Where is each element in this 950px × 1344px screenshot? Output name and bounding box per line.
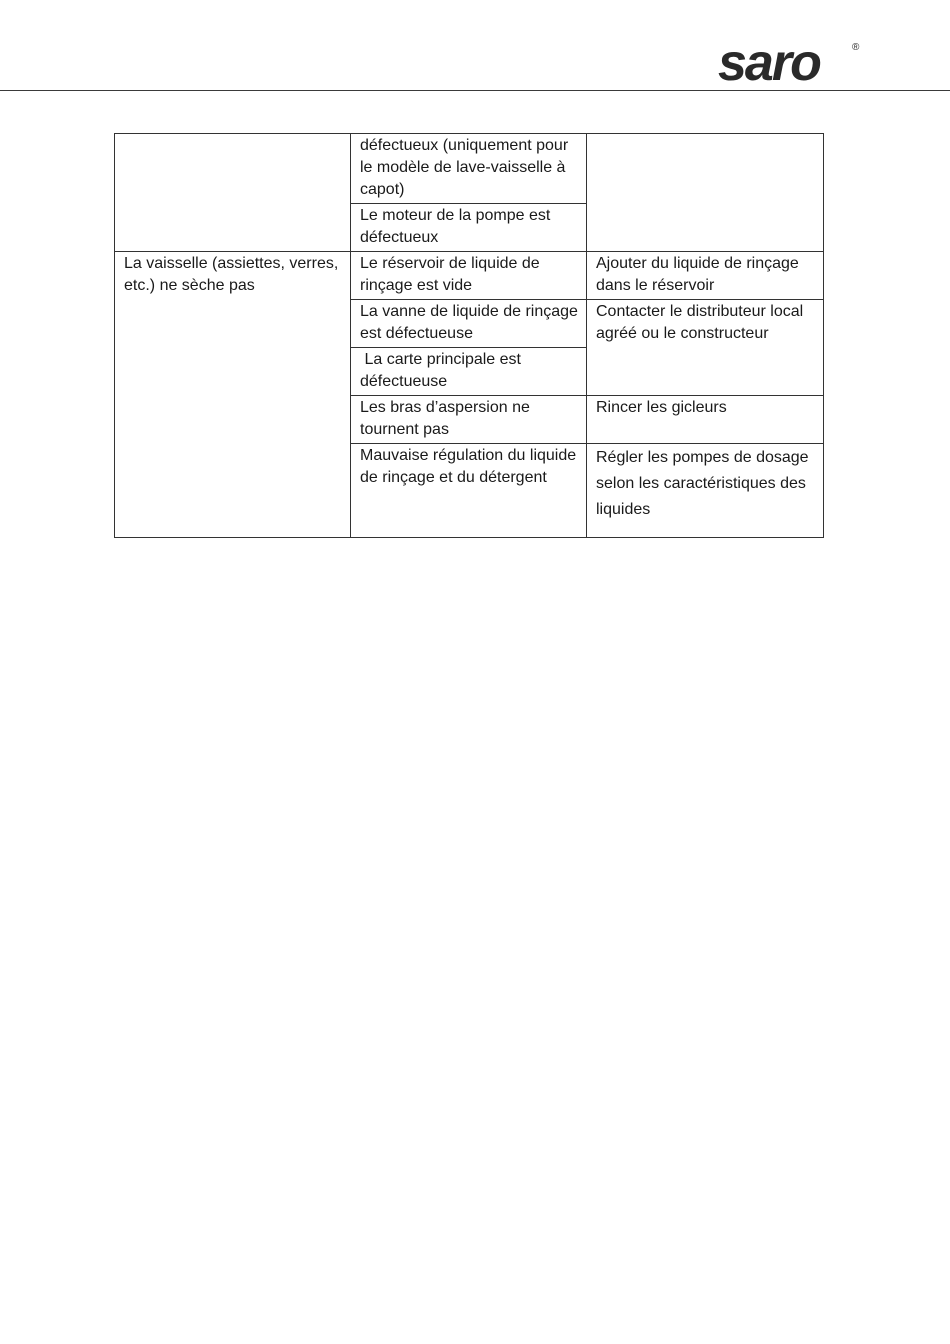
cause-cell: défectueux (uniquement pour le modèle de lave-vaisselle à capot) [351, 134, 587, 204]
saro-logo-graphic [716, 38, 866, 86]
problem-cell-empty [115, 134, 351, 252]
solution-cell-empty [587, 134, 824, 252]
registered-mark: ® [852, 42, 860, 53]
table-row [115, 134, 824, 204]
solution-cell: Rincer les gicleurs [587, 396, 824, 444]
cause-cell: La carte principale est défectueuse [351, 348, 587, 396]
troubleshooting-table [114, 133, 824, 538]
cause-cell: Mauvaise régulation du liquide de rinçage et du détergent [351, 444, 587, 538]
saro-wordmark: saro [718, 38, 820, 86]
header-divider [0, 90, 950, 91]
solution-cell: Ajouter du liquide de rinçage dans le réservoir [587, 252, 824, 300]
cause-cell: La vanne de liquide de rinçage est défectueuse [351, 300, 587, 348]
table-row [115, 252, 824, 300]
cause-cell: Le réservoir de liquide de rinçage est vide [351, 252, 587, 300]
solution-cell: Régler les pompes de dosage selon les caractéristiques des liquides [587, 444, 824, 538]
cause-cell: Les bras d’aspersion ne tournent pas [351, 396, 587, 444]
problem-cell: La vaisselle (assiettes, verres, etc.) ne sèche pas [115, 252, 351, 538]
saro-logo [716, 38, 866, 86]
cause-cell: Le moteur de la pompe est défectueux [351, 204, 587, 252]
solution-cell: Contacter le distributeur local agréé ou le constructeur [587, 300, 824, 396]
